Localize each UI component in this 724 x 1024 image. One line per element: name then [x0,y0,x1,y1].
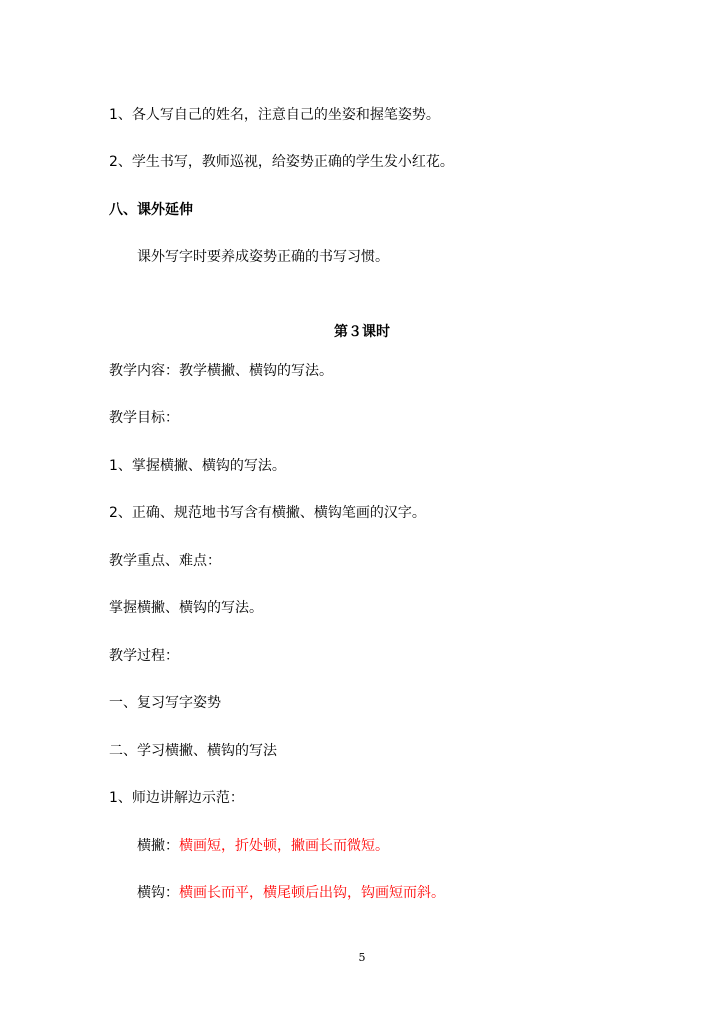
section-heading-extension: 八、课外延伸 [109,202,193,218]
stroke-henggou-line [137,883,445,903]
process-step-2: 二、学习横撇、横钩的写法 [109,743,277,759]
process-step-1: 一、复习写字姿势 [109,695,221,711]
goal-1: 1、掌握横撇、横钩的写法。 [109,458,286,474]
extension-text: 课外写字时要养成姿势正确的书写习惯。 [137,249,389,265]
stroke-hengpie-line [137,836,389,856]
stroke-hengpie-label: 横撇： [137,838,179,854]
goal-2: 2、正确、规范地书写含有横撇、横钩笔画的汉字。 [109,505,426,521]
lesson-title: 第３课时 [334,324,390,340]
key-points-heading: 教学重点、难点： [109,553,221,569]
teaching-content: 教学内容：教学横撇、横钩的写法。 [109,363,333,379]
step-1-line: 1、各人写自己的姓名，注意自己的坐姿和握笔姿势。 [109,107,440,123]
stroke-hengpie-text: 横画短，折处顿，撇画长而微短。 [179,838,389,854]
key-points-text: 掌握横撇、横钩的写法。 [109,600,263,616]
teaching-goals-heading: 教学目标： [109,410,179,426]
process-heading: 教学过程： [109,648,179,664]
step-2-line: 2、学生书写，教师巡视，给姿势正确的学生发小红花。 [109,154,454,170]
stroke-henggou-label: 横钩： [137,885,179,901]
page-number: 5 [358,951,366,964]
stroke-henggou-text: 横画长而平，横尾顿后出钩，钩画短而斜。 [179,885,445,901]
demo-intro: 1、师边讲解边示范： [109,790,244,806]
